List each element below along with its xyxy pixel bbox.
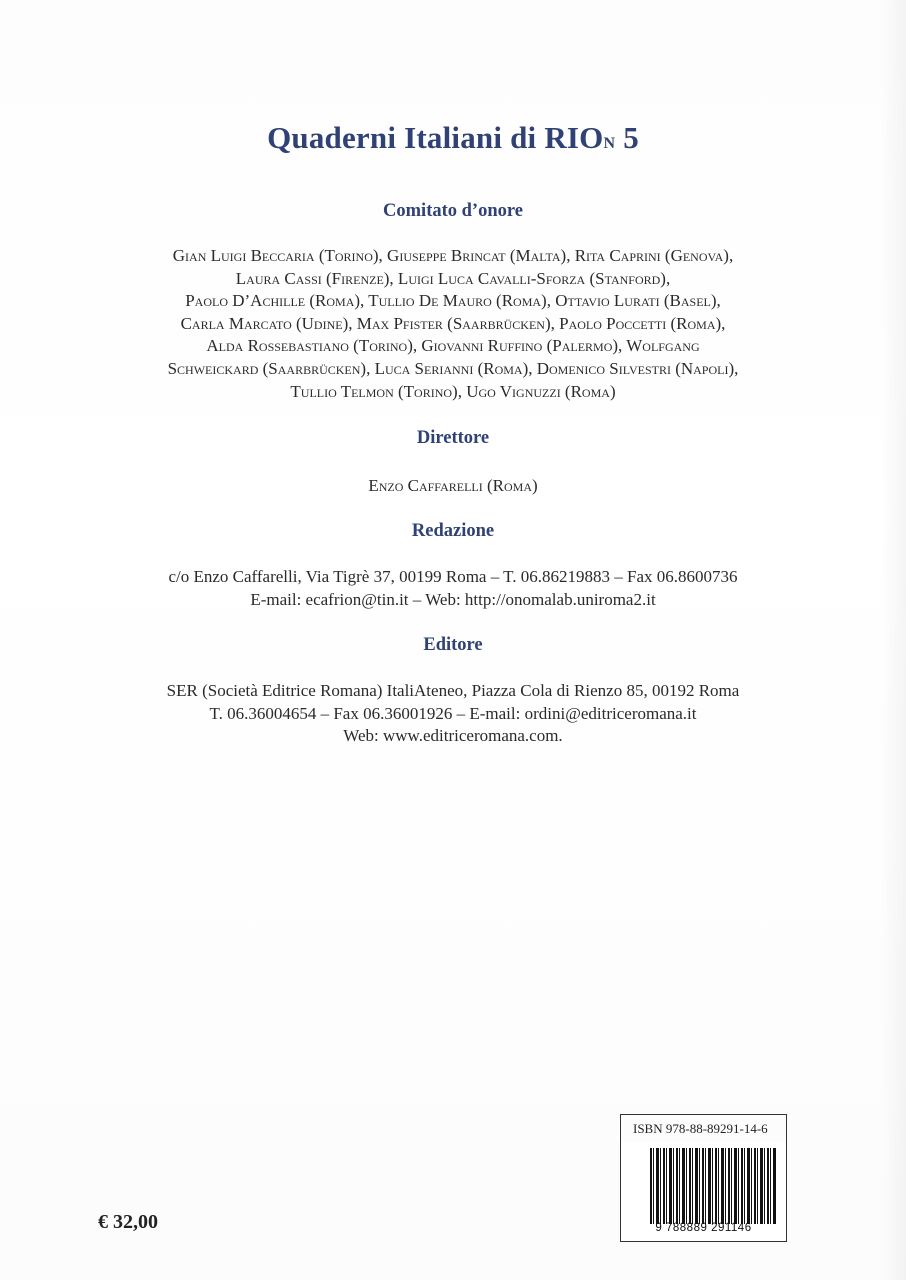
redazione-heading: Redazione	[411, 521, 495, 541]
direttore-heading: Direttore	[416, 428, 490, 448]
comitato-line: Laura Cassi (Firenze), Luigi Luca Cavalli-Sforza (Stanford),	[235, 268, 671, 288]
comitato-members	[0, 245, 906, 403]
comitato-line: Paolo D’Achille (Roma), Tullio De Mauro (Roma), Ottavio Lurati (Basel),	[185, 291, 721, 311]
barcode	[620, 1142, 787, 1242]
editore-line: SER (Società Editrice Romana) ItaliAteneo, Piazza Cola di Rienzo 85, 00192 Roma	[166, 681, 740, 700]
isbn-label: ISBN 978-88-89291-14-6	[620, 1114, 787, 1143]
barcode-digits: 9 788889 291146	[655, 1222, 752, 1234]
comitato-line: Tullio Telmon (Torino), Ugo Vignuzzi (Roma)	[290, 381, 616, 401]
comitato-heading: Comitato d’onore	[383, 201, 523, 221]
comitato-line: Alda Rossebastiano (Torino), Giovanni Ruffino (Palermo), Wolfgang	[206, 336, 700, 356]
price: € 32,00	[98, 1211, 158, 1233]
title-small: n	[603, 128, 616, 153]
book-title	[0, 120, 906, 156]
barcode-bars	[650, 1148, 776, 1224]
direttore-line: Enzo Caffarelli (Roma)	[368, 476, 538, 495]
redazione-line: E-mail: ecafrion@tin.it – Web: http://onomalab.uniroma2.it	[250, 589, 656, 609]
title-main: Quaderni Italiani di RIO	[267, 120, 604, 155]
comitato-line: Carla Marcato (Udine), Max Pfister (Saarbrücken), Paolo Poccetti (Roma),	[180, 313, 726, 333]
redazione-contacts	[0, 566, 906, 611]
editore-heading: Editore	[423, 635, 483, 655]
comitato-line: Schweickard (Saarbrücken), Luca Serianni (Roma), Domenico Silvestri (Napoli),	[167, 358, 739, 378]
direttore-name	[0, 475, 906, 498]
editore-line: Web: www.editriceromana.com.	[343, 726, 563, 746]
editore-line: T. 06.36004654 – Fax 06.36001926 – E-mail: ordini@editriceromana.it	[209, 703, 697, 723]
redazione-line: c/o Enzo Caffarelli, Via Tigrè 37, 00199 Roma – T. 06.86219883 – Fax 06.8600736	[168, 567, 738, 586]
title-number: 5	[615, 120, 639, 155]
editore-contacts	[0, 680, 906, 748]
comitato-line: Gian Luigi Beccaria (Torino), Giuseppe Brincat (Malta), Rita Caprini (Genova),	[172, 246, 734, 265]
